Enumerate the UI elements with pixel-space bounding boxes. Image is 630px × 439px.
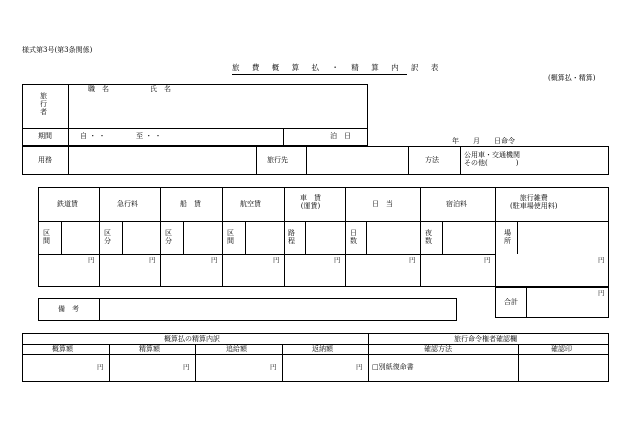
col-settled: 精算額 [139, 345, 160, 353]
purpose-label: 用務 [38, 156, 52, 164]
sub-label-section-air: 区 間 [227, 229, 234, 246]
traveler-block [22, 84, 368, 129]
header-vehicle: 車 賃 (運賃) [300, 194, 321, 211]
period-row [22, 128, 368, 146]
destination-label: 旅行先 [267, 156, 288, 164]
header-ship: 船 賃 [180, 200, 201, 208]
period-to: 至 ・ ・ [136, 132, 162, 140]
col-advance: 概算額 [52, 345, 73, 353]
order-date: 年 月 日命令 [452, 137, 515, 145]
position-label: 職 名 [88, 85, 109, 93]
sub-label-days: 日 数 [350, 229, 357, 246]
col-refund: 返納額 [312, 345, 333, 353]
yen-vehicle: 円 [334, 256, 341, 264]
yen-settled: 円 [183, 363, 190, 371]
remarks-box [38, 298, 457, 321]
yen-daily: 円 [409, 256, 416, 264]
yen-misc: 円 [598, 256, 605, 264]
yen-air: 円 [273, 256, 280, 264]
header-express: 急行料 [117, 200, 138, 208]
yen-lodging: 円 [484, 256, 491, 264]
settlement-table [22, 333, 609, 382]
nights-label: 泊 日 [330, 132, 351, 140]
method-options: 公用車・交通機関 その他( ) [464, 151, 520, 168]
yen-total: 円 [598, 289, 605, 297]
total-label: 合計 [504, 298, 518, 306]
method-label: 方法 [425, 156, 439, 164]
period-from: 自 ・ ・ [80, 132, 106, 140]
yen-additional: 円 [270, 363, 277, 371]
sub-label-class-express: 区 分 [104, 229, 111, 246]
col-confirm-seal: 確認印 [551, 345, 572, 353]
form-title: 旅 費 概 算 払 ・ 精 算 内 訳 表 [232, 63, 444, 72]
col-confirm-method: 確認方法 [424, 345, 452, 353]
col-additional: 追給額 [226, 345, 247, 353]
yen-refund: 円 [356, 363, 363, 371]
sub-label-distance: 路 程 [288, 229, 295, 246]
purpose-row [22, 146, 609, 175]
sub-label-place: 場 所 [504, 229, 511, 246]
yen-ship: 円 [211, 256, 218, 264]
period-label: 期間 [38, 132, 52, 140]
yen-express: 円 [149, 256, 156, 264]
sub-label-nights: 夜 数 [425, 229, 432, 246]
name-label: 氏 名 [150, 85, 171, 93]
yen-advance: 円 [97, 363, 104, 371]
form-number: 様式第3号(第3条関係) [22, 46, 93, 54]
header-daily: 日 当 [372, 200, 393, 208]
header-misc: 旅行雑費 (駐車場使用料) [510, 194, 558, 211]
sub-label-section-railway: 区 間 [43, 229, 50, 246]
sub-label-class-ship: 区 分 [165, 229, 172, 246]
separate-report-checkbox[interactable]: □別紙復命書 [372, 363, 414, 371]
title-underline [232, 74, 407, 75]
confirmation-title: 旅行命令権者確認欄 [454, 335, 517, 343]
header-air: 航空賃 [240, 200, 261, 208]
settlement-title: 概算払の精算内訳 [164, 335, 220, 343]
traveler-label: 旅 行 者 [40, 92, 47, 117]
header-railway: 鉄道賃 [57, 200, 78, 208]
form-subtitle: (概算払・精算) [548, 74, 596, 82]
header-lodging: 宿泊料 [446, 200, 467, 208]
remarks-label: 備 考 [58, 305, 79, 313]
yen-railway: 円 [88, 256, 95, 264]
